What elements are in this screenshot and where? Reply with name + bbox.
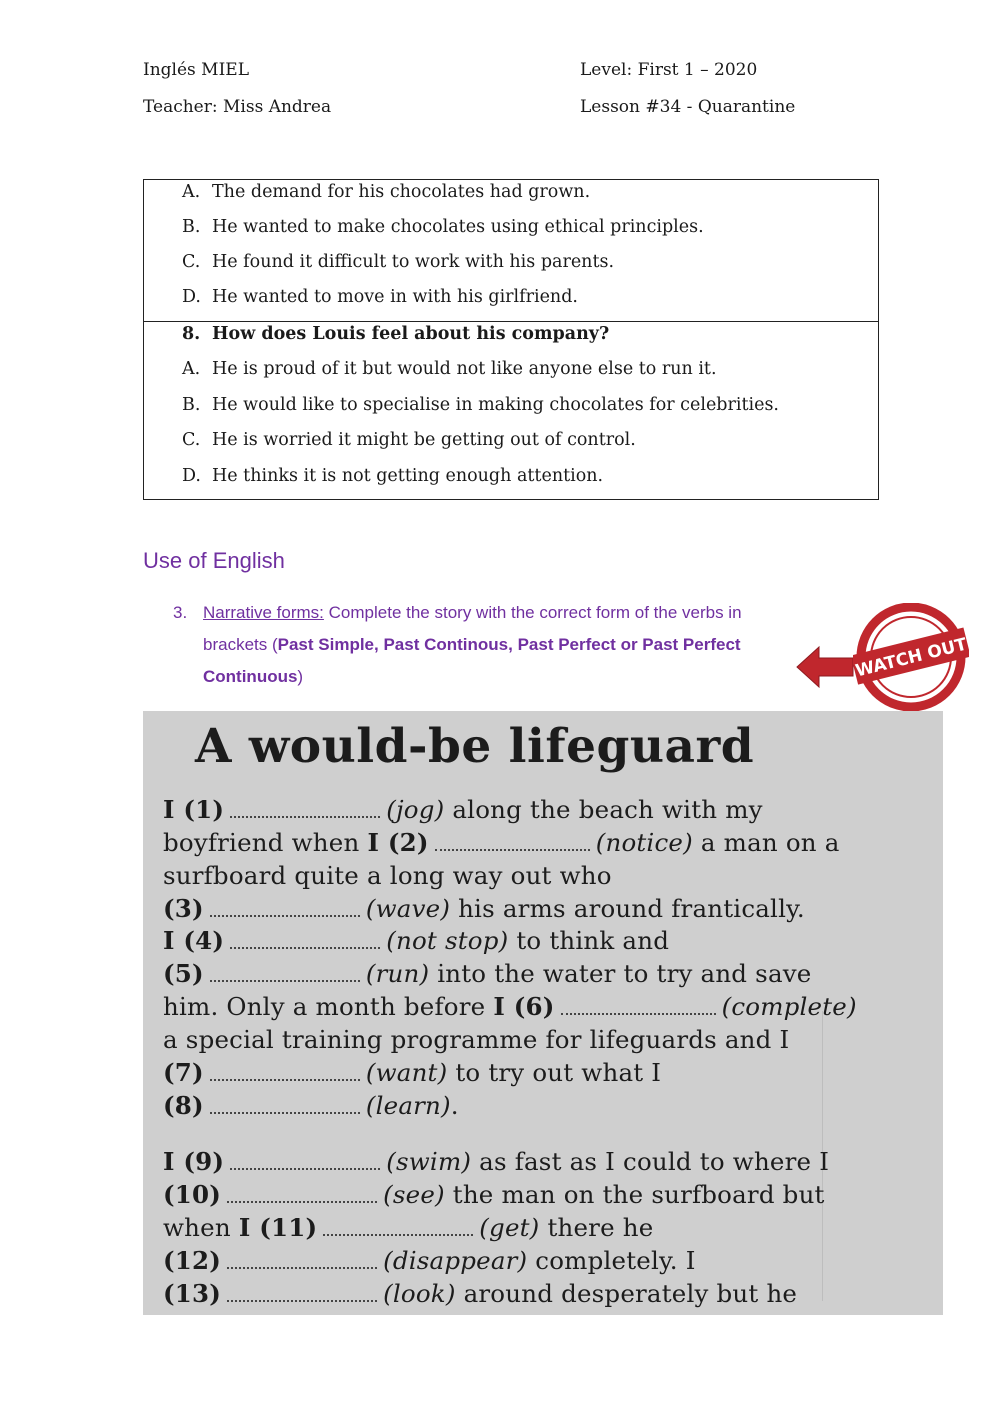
answer-gap[interactable] — [210, 964, 360, 982]
gap-number: I (9) — [163, 1147, 225, 1176]
gap-number: I (2) — [367, 828, 429, 857]
verb-hint: (wave) — [365, 894, 451, 923]
story-text: boyfriend when — [163, 828, 368, 857]
story-line — [163, 926, 669, 955]
gap-number: I (1) — [163, 795, 225, 824]
verb-hint: (learn) — [365, 1091, 451, 1120]
answer-gap[interactable] — [210, 1063, 360, 1081]
gap-number: I (11) — [238, 1213, 318, 1242]
answer-gap[interactable] — [227, 1251, 377, 1269]
story-text: a special training programme for lifeguards and I — [163, 1025, 790, 1054]
story-line — [163, 795, 763, 824]
answer-gap[interactable] — [230, 800, 380, 818]
option-a: A. The demand for his chocolates had grown. — [182, 182, 591, 202]
school-name: Inglés MIEL — [143, 60, 249, 80]
story-text: into the water to try and save — [429, 959, 812, 988]
lesson-label: Lesson #34 - Quarantine — [580, 97, 796, 117]
verb-hint: (look) — [383, 1279, 456, 1308]
verb-hint: (want) — [365, 1058, 448, 1087]
verb-hint: (notice) — [595, 828, 693, 857]
story-text: as fast as I could to where I — [471, 1147, 830, 1176]
story-line — [163, 894, 805, 923]
answer-gap[interactable] — [227, 1185, 377, 1203]
verb-hint: (swim) — [386, 1147, 472, 1176]
story-text: along the beach with my — [444, 795, 763, 824]
story-text: completely. I — [527, 1246, 696, 1275]
story-text: to think and — [508, 926, 670, 955]
option-a: A. He is proud of it but would not like anyone else to run it. — [182, 359, 717, 379]
story-text: there he — [539, 1213, 654, 1242]
question-8-box — [143, 321, 879, 500]
verb-hint: (see) — [383, 1180, 445, 1209]
question-7-options-box — [143, 179, 879, 322]
answer-gap[interactable] — [210, 1096, 360, 1114]
watch-out-stamp-icon — [853, 603, 969, 711]
story-line — [163, 1279, 797, 1308]
section-title: Use of English — [143, 548, 285, 573]
story-line — [163, 828, 840, 857]
option-d: D. He wanted to move in with his girlfriend. — [182, 287, 578, 307]
exercise-number: 3. — [173, 603, 188, 622]
gap-number: (5) — [163, 959, 204, 988]
option-c: C. He found it difficult to work with his parents. — [182, 252, 615, 272]
red-arrow-icon — [795, 643, 855, 691]
option-b: B. He wanted to make chocolates using ethical principles. — [182, 217, 704, 237]
gap-number: (7) — [163, 1058, 204, 1087]
story-text: his arms around frantically. — [450, 894, 805, 923]
story-line — [163, 1147, 829, 1176]
story-line — [163, 1180, 825, 1209]
verb-hint: (get) — [479, 1213, 540, 1242]
answer-gap[interactable] — [230, 1152, 380, 1170]
verb-hint: (jog) — [386, 795, 445, 824]
answer-gap[interactable] — [323, 1218, 473, 1236]
story-line — [163, 1058, 661, 1087]
story-line — [163, 1246, 696, 1275]
instruction-topic: Narrative forms: — [203, 603, 324, 622]
story-text: to try out what I — [447, 1058, 662, 1087]
scan-shadow — [822, 1011, 903, 1301]
gap-number: I (4) — [163, 926, 225, 955]
option-c: C. He is worried it might be getting out of control. — [182, 430, 636, 450]
gap-number: (8) — [163, 1091, 204, 1120]
option-b: B. He would like to specialise in making chocolates for celebrities. — [182, 395, 779, 415]
story-line — [163, 1091, 459, 1120]
story-text: him. Only a month before — [163, 992, 494, 1021]
story-line — [163, 1025, 789, 1054]
instruction-line-2: brackets (Past Simple, Past Continous, Past Perfect or Past Perfect — [203, 635, 741, 654]
story-text: surfboard quite a long way out who — [163, 861, 612, 890]
story-text: the man on the surfboard but — [444, 1180, 825, 1209]
verb-hint: (run) — [365, 959, 430, 988]
question-8-title: 8. How does Louis feel about his company? — [182, 324, 610, 344]
story-line — [163, 992, 857, 1021]
instruction-line-1: Narrative forms: Complete the story with the correct form of the verbs in — [203, 603, 742, 622]
answer-gap[interactable] — [227, 1284, 377, 1302]
story-text: around desperately but he — [455, 1279, 798, 1308]
instruction-line-3: Continuous) — [203, 667, 304, 686]
story-text: . — [450, 1091, 459, 1120]
verb-hint: (disappear) — [383, 1246, 528, 1275]
stamp-text: WATCH OUT — [853, 634, 969, 682]
option-d: D. He thinks it is not getting enough attention. — [182, 466, 604, 486]
gap-number: (12) — [163, 1246, 222, 1275]
teacher-name: Teacher: Miss Andrea — [143, 97, 332, 117]
story-line — [163, 959, 812, 988]
gap-number: (10) — [163, 1180, 222, 1209]
gap-number: (3) — [163, 894, 204, 923]
verb-hint: (complete) — [721, 992, 857, 1021]
gap-number: (13) — [163, 1279, 222, 1308]
verb-hint: (not stop) — [386, 926, 509, 955]
answer-gap[interactable] — [210, 899, 360, 917]
story-title: A would-be lifeguard — [195, 719, 755, 774]
story-line — [163, 1213, 653, 1242]
story-text: when — [163, 1213, 239, 1242]
answer-gap[interactable] — [561, 997, 716, 1015]
story-line — [163, 861, 612, 890]
story-text: a man on a — [692, 828, 840, 857]
answer-gap[interactable] — [435, 833, 590, 851]
answer-gap[interactable] — [230, 931, 380, 949]
scanned-exercise-image — [143, 711, 943, 1315]
gap-number: I (6) — [493, 992, 555, 1021]
level-label: Level: First 1 – 2020 — [580, 60, 758, 80]
